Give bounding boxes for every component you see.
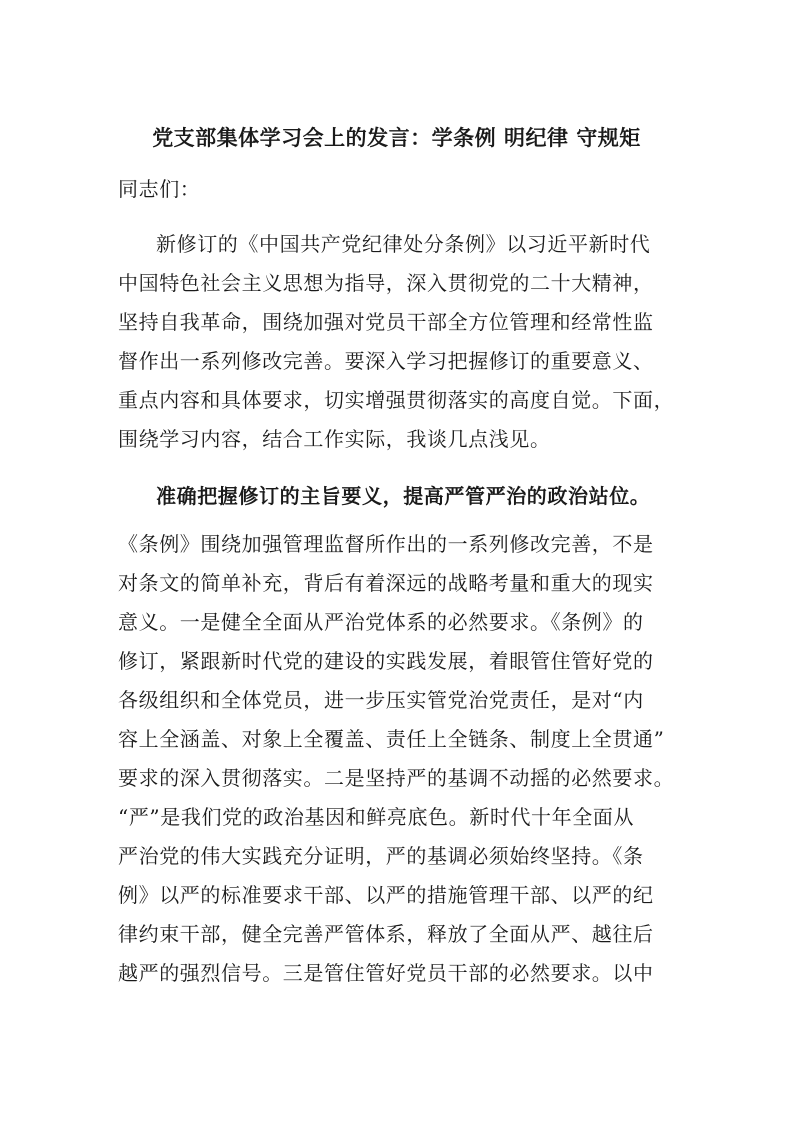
paragraph-line: 各级组织和全体党员，进一步压实管党治党责任，是对“内 (118, 688, 644, 712)
paragraph-line: 对条文的简单补充，背后有着深远的战略考量和重大的现实 (118, 571, 654, 595)
greeting: 同志们： (118, 177, 201, 201)
paragraph-line: 中国特色社会主义思想为指导，深入贯彻党的二十大精神， (118, 271, 654, 295)
paragraph-line: 意义。一是健全全面从严治党体系的必然要求。《条例》的 (118, 610, 644, 634)
paragraph-line: 坚持自我革命，围绕加强对党员干部全方位管理和经常性监 (118, 310, 654, 334)
paragraph-line: “严”是我们党的政治基因和鲜亮底色。新时代十年全面从 (118, 805, 635, 829)
paragraph-line: 越严的强烈信号。三是管住管好党员干部的必然要求。以中 (118, 961, 654, 985)
paragraph-line: 围绕学习内容，结合工作实际，我谈几点浅见。 (118, 427, 551, 451)
paragraph-line: 严治党的伟大实践充分证明，严的基调必须始终坚持。《条 (118, 844, 644, 868)
section-heading: 准确把握修订的主旨要义，提高严管严治的政治站位。 (156, 484, 651, 508)
paragraph-line: 例》以严的标准要求干部、以严的措施管理干部、以严的纪 (118, 883, 654, 907)
paragraph-line: 律约束干部，健全完善严管体系，释放了全面从严、越往后 (118, 922, 654, 946)
paragraph-line: 要求的深入贯彻落实。二是坚持严的基调不动摇的必然要求。 (118, 766, 675, 790)
paragraph-line: 容上全涵盖、对象上全覆盖、责任上全链条、制度上全贯通” (118, 727, 665, 751)
paragraph-line: 新修订的《中国共产党纪律处分条例》以习近平新时代 (156, 232, 651, 256)
paragraph-line: 《条例》围绕加强管理监督所作出的一系列修改完善，不是 (118, 532, 654, 556)
paragraph-line: 督作出一系列修改完善。要深入学习把握修订的重要意义、 (118, 349, 654, 373)
paragraph-line: 重点内容和具体要求，切实增强贯彻落实的高度自觉。下面， (118, 388, 675, 412)
document-title: 党支部集体学习会上的发言：学条例 明纪律 守规矩 (152, 126, 641, 150)
paragraph-line: 修订，紧跟新时代党的建设的实践发展，着眼管住管好党的 (118, 649, 654, 673)
